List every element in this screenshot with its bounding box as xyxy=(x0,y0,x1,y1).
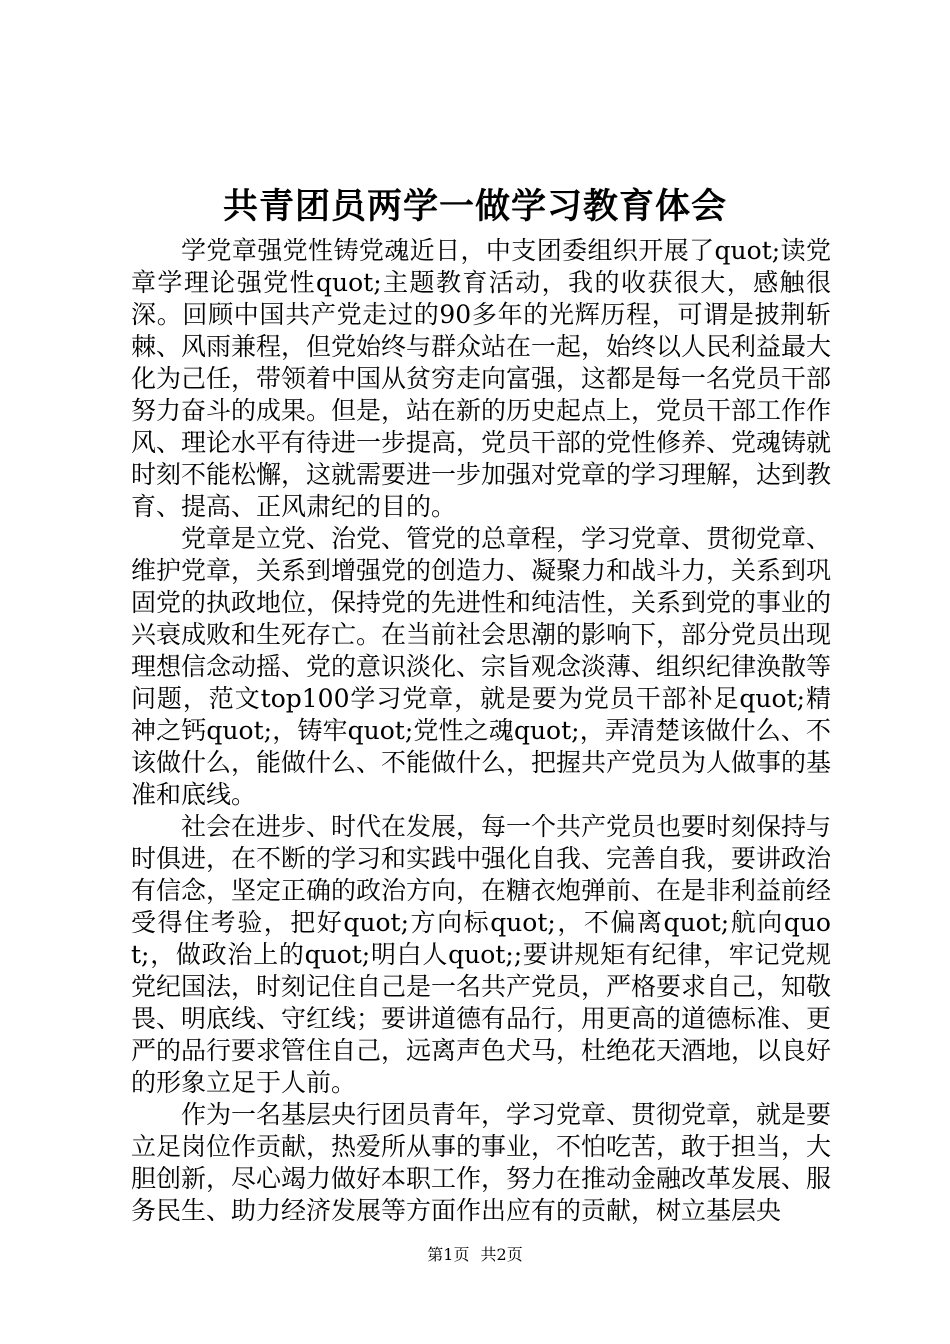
paragraph: 党章是立党、治党、管党的总章程，学习党章、贯彻党章、维护党章，关系到增强党的创造力、凝聚力和战斗力，关系到巩固党的执政地位，保持党的先进性和纯洁性，关系到党的事业的兴衰成败和生死存亡。在当前社会思潮的影响下，部分党员出现理想信念动摇、党的意识淡化、宗旨观念淡薄、组织纪律涣散等问题，范文top100学习党章，就是要为党员干部补足quot;精神之钙quot;，铸牢quot;党性之魂quot;，弄清楚该做什么、不该做什么，能做什么、不能做什么，把握共产党员为人做事的基准和底线。 xyxy=(131,524,832,809)
page-footer xyxy=(0,1244,950,1266)
document-title: 共青团员两学一做学习教育体会 xyxy=(222,187,727,227)
paragraph: 学党章强党性铸党魂近日，中支团委组织开展了quot;读党章学理论强党性quot;主题教育活动，我的收获很大，感触很深。回顾中国共产党走过的90多年的光辉历程，可谓是披荆斩棘、风雨兼程，但党始终与群众站在一起，始终以人民利益最大化为己任，带领着中国从贫穷走向富强，这都是每一名党员干部努力奋斗的成果。但是，站在新的历史起点上，党员干部工作作风、理论水平有待进一步提高，党员干部的党性修养、党魂铸就时刻不能松懈，这就需要进一步加强对党章的学习理解，达到教育、提高、正风肃纪的目的。 xyxy=(131,236,832,521)
paragraph: 作为一名基层央行团员青年，学习党章、贯彻党章，就是要立足岗位作贡献，热爱所从事的事业，不怕吃苦，敢于担当，大胆创新，尽心竭力做好本职工作，努力在推动金融改革发展、服务民生、助力经济发展等方面作出应有的贡献，树立基层央 xyxy=(131,1100,832,1225)
page-number: 第1页 xyxy=(427,1245,470,1264)
page-total: 共2页 xyxy=(480,1245,523,1264)
paragraph: 社会在进步、时代在发展，每一个共产党员也要时刻保持与时俱进，在不断的学习和实践中强化自我、完善自我，要讲政治有信念，坚定正确的政治方向，在糖衣炮弹前、在是非利益前经受得住考验，把好quot;方向标quot;，不偏离quot;航向quot;，做政治上的quot;明白人quot;;要讲规矩有纪律，牢记党规党纪国法，时刻记住自己是一名共产党员，严格要求自己，知敬畏、明底线、守红线；要讲道德有品行，用更高的道德标准、更严的品行要求管住自己，远离声色犬马，杜绝花天酒地，以良好的形象立足于人前。 xyxy=(131,812,832,1097)
document-body xyxy=(131,235,831,1227)
